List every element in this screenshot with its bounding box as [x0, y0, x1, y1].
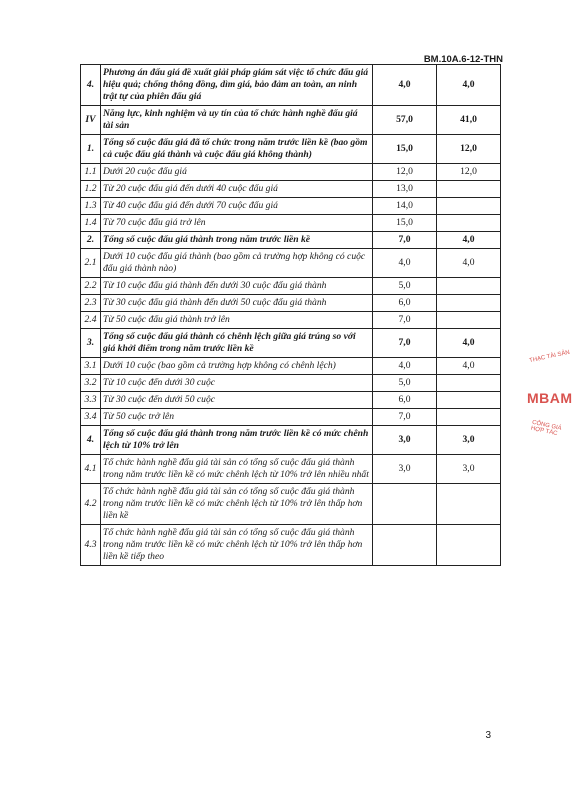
row-number: 1.2: [81, 181, 101, 198]
max-score: 4,0: [373, 65, 437, 106]
max-score: 7,0: [373, 329, 437, 358]
row-number: 2.2: [81, 278, 101, 295]
table-row: [81, 525, 501, 566]
row-description: Tổ chức hành nghề đấu giá tài sản có tổng số cuộc đấu giá thành trong năm trước liền kề có mức chênh lệch từ 10% trở lên thấp hơn liền kề tiếp theo: [101, 525, 373, 566]
max-score: 3,0: [373, 426, 437, 455]
row-description: Tổng số cuộc đấu giá thành có chênh lệch giữa giá trúng so với giá khởi điểm trong năm trước liền kề: [101, 329, 373, 358]
row-number: 4.2: [81, 484, 101, 525]
max-score: 6,0: [373, 295, 437, 312]
row-description: Tổng số cuộc đấu giá thành trong năm trước liền kề: [101, 232, 373, 249]
awarded-score: 4,0: [437, 329, 501, 358]
table-row: [81, 392, 501, 409]
row-number: 1.4: [81, 215, 101, 232]
page-number: 3: [485, 730, 491, 741]
max-score: 7,0: [373, 232, 437, 249]
row-description: Từ 10 cuộc đấu giá thành đến dưới 30 cuộc đấu giá thành: [101, 278, 373, 295]
row-description: Dưới 10 cuộc đấu giá thành (bao gồm cả trường hợp không có cuộc đấu giá thành nào): [101, 249, 373, 278]
row-description: Dưới 10 cuộc (bao gồm cả trường hợp không có chênh lệch): [101, 358, 373, 375]
max-score: 57,0: [373, 106, 437, 135]
table-row: [81, 198, 501, 215]
document-code: BM.10A.6-12-THN: [423, 54, 503, 65]
row-number: 3.2: [81, 375, 101, 392]
row-description: Tổ chức hành nghề đấu giá tài sản có tổng số cuộc đấu giá thành trong năm trước liền kề có mức chênh lệch từ 10% trở lên nhiều nhất: [101, 455, 373, 484]
row-number: 4.: [81, 65, 101, 106]
row-description: Từ 70 cuộc đấu giá trở lên: [101, 215, 373, 232]
row-number: 2.1: [81, 249, 101, 278]
row-description: Tổng số cuộc đấu giá đã tổ chức trong năm trước liền kề (bao gồm cả cuộc đấu giá thành và cuộc đấu giá không thành): [101, 135, 373, 164]
row-number: 2.4: [81, 312, 101, 329]
company-stamp: [523, 342, 573, 452]
awarded-score: [437, 181, 501, 198]
table-row: [81, 135, 501, 164]
table-row: [81, 312, 501, 329]
max-score: 15,0: [373, 215, 437, 232]
table-row: [81, 106, 501, 135]
max-score: 7,0: [373, 409, 437, 426]
max-score: 12,0: [373, 164, 437, 181]
max-score: 5,0: [373, 375, 437, 392]
max-score: 4,0: [373, 358, 437, 375]
awarded-score: 4,0: [437, 232, 501, 249]
awarded-score: 4,0: [437, 249, 501, 278]
awarded-score: 3,0: [437, 455, 501, 484]
row-number: 3.1: [81, 358, 101, 375]
awarded-score: [437, 312, 501, 329]
row-description: Năng lực, kinh nghiệm và uy tín của tổ chức hành nghề đấu giá tài sản: [101, 106, 373, 135]
row-number: 3.3: [81, 392, 101, 409]
row-description: Phương án đấu giá đề xuất giải pháp giám sát việc tổ chức đấu giá hiệu quả; chống thông đồng, dìm giá, bảo đảm an toàn, an ninh trật tự của phiên đấu giá: [101, 65, 373, 106]
row-number: 2.: [81, 232, 101, 249]
awarded-score: 12,0: [437, 164, 501, 181]
awarded-score: 4,0: [437, 358, 501, 375]
table-row: [81, 65, 501, 106]
table-row: [81, 295, 501, 312]
awarded-score: 4,0: [437, 65, 501, 106]
row-description: Tổ chức hành nghề đấu giá tài sản có tổng số cuộc đấu giá thành trong năm trước liền kề có mức chênh lệch từ 10% trở lên thấp hơn liền kề: [101, 484, 373, 525]
row-number: 1.3: [81, 198, 101, 215]
row-description: Từ 30 cuộc đến dưới 50 cuộc: [101, 392, 373, 409]
table-row: [81, 358, 501, 375]
row-description: Dưới 20 cuộc đấu giá: [101, 164, 373, 181]
awarded-score: [437, 215, 501, 232]
row-description: Từ 10 cuộc đến dưới 30 cuộc: [101, 375, 373, 392]
table-row: [81, 215, 501, 232]
row-description: Từ 30 cuộc đấu giá thành đến dưới 50 cuộc đấu giá thành: [101, 295, 373, 312]
table-row: [81, 232, 501, 249]
max-score: 3,0: [373, 455, 437, 484]
table-row: [81, 375, 501, 392]
awarded-score: [437, 484, 501, 525]
row-description: Từ 50 cuộc đấu giá thành trở lên: [101, 312, 373, 329]
row-description: Từ 40 cuộc đấu giá đến dưới 70 cuộc đấu giá: [101, 198, 373, 215]
max-score: 6,0: [373, 392, 437, 409]
max-score: 4,0: [373, 249, 437, 278]
row-number: 1.: [81, 135, 101, 164]
max-score: [373, 484, 437, 525]
table-row: [81, 181, 501, 198]
scoring-table: [80, 64, 501, 566]
stamp-text: MBAM: [527, 390, 573, 406]
row-number: IV: [81, 106, 101, 135]
table-row: [81, 484, 501, 525]
row-number: 1.1: [81, 164, 101, 181]
max-score: 14,0: [373, 198, 437, 215]
row-number: 3.: [81, 329, 101, 358]
row-number: 4.1: [81, 455, 101, 484]
max-score: 5,0: [373, 278, 437, 295]
max-score: 13,0: [373, 181, 437, 198]
table-row: [81, 249, 501, 278]
row-number: 4.: [81, 426, 101, 455]
awarded-score: 3,0: [437, 426, 501, 455]
awarded-score: [437, 278, 501, 295]
awarded-score: [437, 409, 501, 426]
max-score: 7,0: [373, 312, 437, 329]
awarded-score: [437, 375, 501, 392]
awarded-score: 12,0: [437, 135, 501, 164]
table-row: [81, 409, 501, 426]
row-description: Từ 50 cuộc trở lên: [101, 409, 373, 426]
table-row: [81, 455, 501, 484]
max-score: 15,0: [373, 135, 437, 164]
stamp-top-text: THẠC TÀI SẢN: [528, 349, 571, 365]
awarded-score: 41,0: [437, 106, 501, 135]
scoring-table-body: [81, 65, 501, 566]
awarded-score: [437, 392, 501, 409]
awarded-score: [437, 295, 501, 312]
stamp-bottom-text: CÔNG GIÁ HỢP TÁC: [530, 419, 563, 438]
table-row: [81, 426, 501, 455]
awarded-score: [437, 198, 501, 215]
row-number: 4.3: [81, 525, 101, 566]
row-number: 3.4: [81, 409, 101, 426]
row-number: 2.3: [81, 295, 101, 312]
awarded-score: [437, 525, 501, 566]
table-row: [81, 164, 501, 181]
row-description: Từ 20 cuộc đấu giá đến dưới 40 cuộc đấu giá: [101, 181, 373, 198]
table-row: [81, 278, 501, 295]
row-description: Tổng số cuộc đấu giá thành trong năm trước liền kề có mức chênh lệch từ 10% trở lên: [101, 426, 373, 455]
table-row: [81, 329, 501, 358]
max-score: [373, 525, 437, 566]
